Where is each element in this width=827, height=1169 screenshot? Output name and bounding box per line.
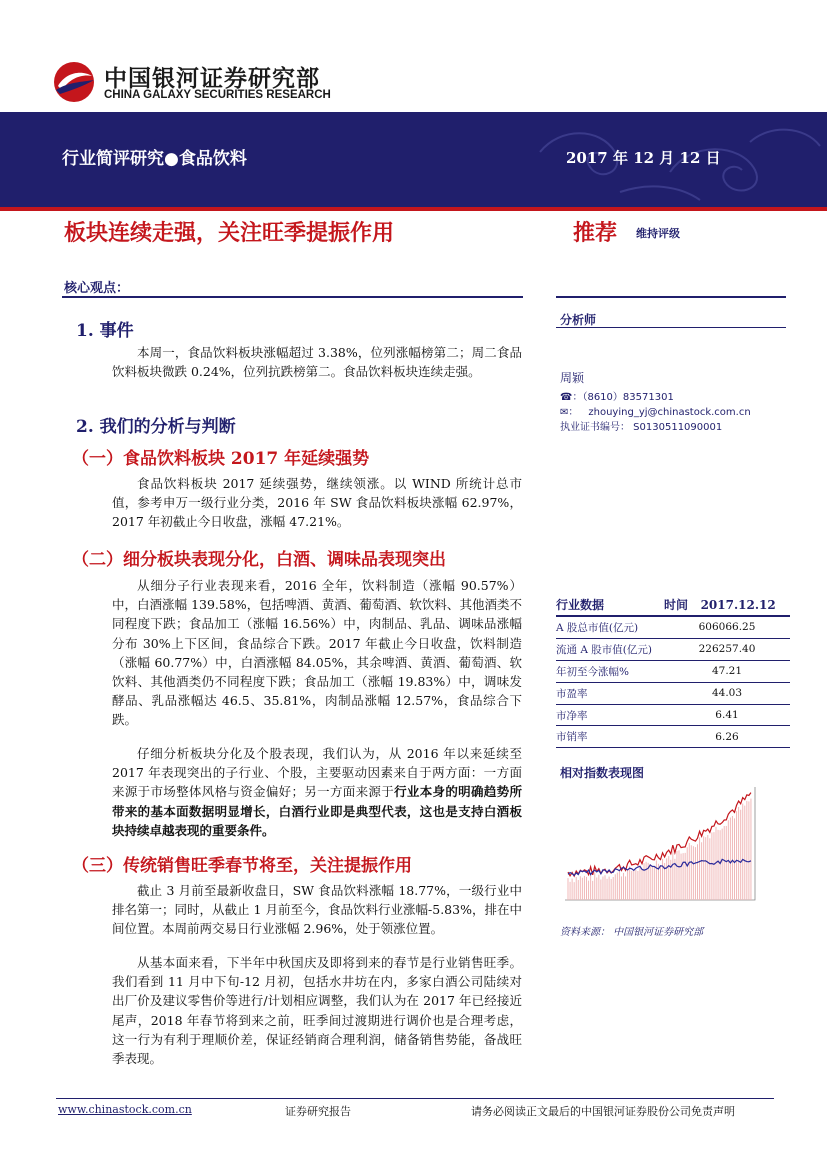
analyst-email-row xyxy=(560,403,751,418)
analyst-license: 执业证书编号： S0130511090001 xyxy=(560,422,723,433)
core-views-label: 核心观点： xyxy=(64,281,130,296)
sidebar-top-rule xyxy=(556,296,786,298)
table-row: 市销率 6.26 xyxy=(556,726,790,748)
galaxy-logo-icon xyxy=(52,60,96,104)
table-row: A 股总市值(亿元) 606066.25 xyxy=(556,616,790,638)
table-row: 年初至今涨幅% 47.21 xyxy=(556,660,790,682)
table-row: 市盈率 44.03 xyxy=(556,682,790,704)
subsection-3-heading: （三）传统销售旺季春节将至，关注提振作用 xyxy=(72,856,412,876)
key-conclusion: 行业本身的明确趋势所带来的基本面数据明显增长，白酒行业即是典型代表，这也是支持白酒板块持续卓越表现的重要条件。 xyxy=(112,784,522,838)
analyst-label: 分析师 xyxy=(560,313,597,327)
footer-website[interactable]: www.chinastock.com.cn xyxy=(58,1103,192,1116)
footer-rule xyxy=(56,1098,774,1099)
footer-disclaimer: 请务必阅读正文最后的中国银河证券股份公司免责声明 xyxy=(471,1105,735,1118)
footer-center: 证券研究报告 xyxy=(285,1105,351,1118)
rating-note: 维持评级 xyxy=(636,227,680,240)
subsection-3-paragraph-1: 截止 3 月前至最新收盘日，SW 食品饮料涨幅 18.77%，一级行业中排名第一；同时，从截止 1 月前至今，食品饮料行业涨幅-5.83%，排在中间位置。本周前两交易日行业涨幅 2.96%，处于领涨位置。 xyxy=(112,883,522,937)
company-name-cn: 中国银河证券研究部 xyxy=(104,66,320,92)
relative-index-chart xyxy=(560,782,770,912)
rating: 推荐 xyxy=(573,220,618,246)
report-category: 行业简评研究●食品饮料 xyxy=(62,149,247,169)
subsection-2-heading: （二）细分板块表现分化，白酒、调味品表现突出 xyxy=(72,550,446,570)
section-1-paragraph: 本周一，食品饮料板块涨幅超过 3.38%，位列涨幅榜第二；周二食品饮料板块微跌 0.24%，位列抗跌榜第二。食品饮料板块连续走强。 xyxy=(112,345,522,380)
header-red-rule xyxy=(0,207,827,211)
report-date: 2017 年 12 月 12 日 xyxy=(566,149,721,167)
industry-data-table xyxy=(556,596,790,748)
section-2-heading: 2. 我们的分析与判断 xyxy=(76,417,236,437)
core-rule xyxy=(62,296,523,298)
analyst-email[interactable]: zhouying_yj@chinastock.com.cn xyxy=(588,407,751,418)
analyst-rule xyxy=(556,327,786,328)
report-title: 板块连续走强，关注旺季提振作用 xyxy=(64,220,395,246)
table-title: 行业数据 xyxy=(556,596,664,616)
chart-source: 资料来源： 中国银河证券研究部 xyxy=(560,927,704,938)
subsection-1-paragraph: 食品饮料板块 2017 延续强势，继续领涨。以 WIND 所统计总市值，参考申万一级行业分类，2016 年 SW 食品饮料板块涨幅 62.97%，2017 年初截止今日收盘，涨幅 47.21%。 xyxy=(112,476,522,530)
table-time-row: 时间 2017.12.12 xyxy=(664,596,790,616)
analyst-name: 周颖 xyxy=(560,371,585,385)
subsection-3-paragraph-2: 从基本面来看，下半年中秋国庆及即将到来的春节是行业销售旺季。我们看到 11 月中下旬-12 月初，包括水井坊在内，多家白酒公司陆续对出厂价及建议零售价等进行/计划相应调整，我们认为在 2017 年已经接近尾声，2018 年春节将到来之前，旺季间过渡期进行调价也是合理考虑，这一行为有利于理顺价差，保证经销商合理利润，储备销售势能，备战旺季表现。 xyxy=(112,955,522,1067)
chart-title: 相对指数表现图 xyxy=(560,766,645,780)
subsection-1-heading: （一）食品饮料板块 2017 年延续强势 xyxy=(72,449,370,469)
company-name-en: CHINA GALAXY SECURITIES RESEARCH xyxy=(104,89,331,101)
subsection-2-paragraph-1: 从细分子行业表现来看，2016 全年，饮料制造（涨幅 90.57%）中，白酒涨幅 139.58%，包括啤酒、黄酒、葡萄酒、软饮料、其他酒类不同程度下跌；食品加工（涨幅 16.56%）中，肉制品、乳品、调味品涨幅分布 30%上下区间，食品综合下跌。2017 年截止今日收盘，饮料制造（涨幅 60.77%）中，白酒涨幅 84.05%，其余啤酒、黄酒、葡萄酒、软饮料、其他酒类仍不同程度下跌；食品加工（涨幅 19.83%）中，调味发酵品、乳品涨幅达 46.5、35.81%，肉制品涨幅 12.57%，食品综合下跌。 xyxy=(112,578,522,728)
email-icon: ✉： xyxy=(560,407,579,418)
subsection-2-paragraph-2: 仔细分析板块分化及个股表现，我们认为，从 2016 年以来延续至 2017 年表现突出的子行业、个股，主要驱动因素来自于两方面：一方面来源于市场整体风格与资金偏好；另一方面来源于行业本身的明确趋势所带来的基本面数据明显增长，白酒行业即是典型代表，这也是支持白酒板块持续卓越表现的重要条件。 xyxy=(112,746,522,838)
section-1-heading: 1. 事件 xyxy=(76,321,134,341)
table-row: 市净率 6.41 xyxy=(556,704,790,726)
chart-series-industry xyxy=(568,793,751,877)
analyst-phone: ☎：（8610）83571301 xyxy=(560,392,674,403)
table-row: 流通 A 股市值(亿元) 226257.40 xyxy=(556,638,790,660)
